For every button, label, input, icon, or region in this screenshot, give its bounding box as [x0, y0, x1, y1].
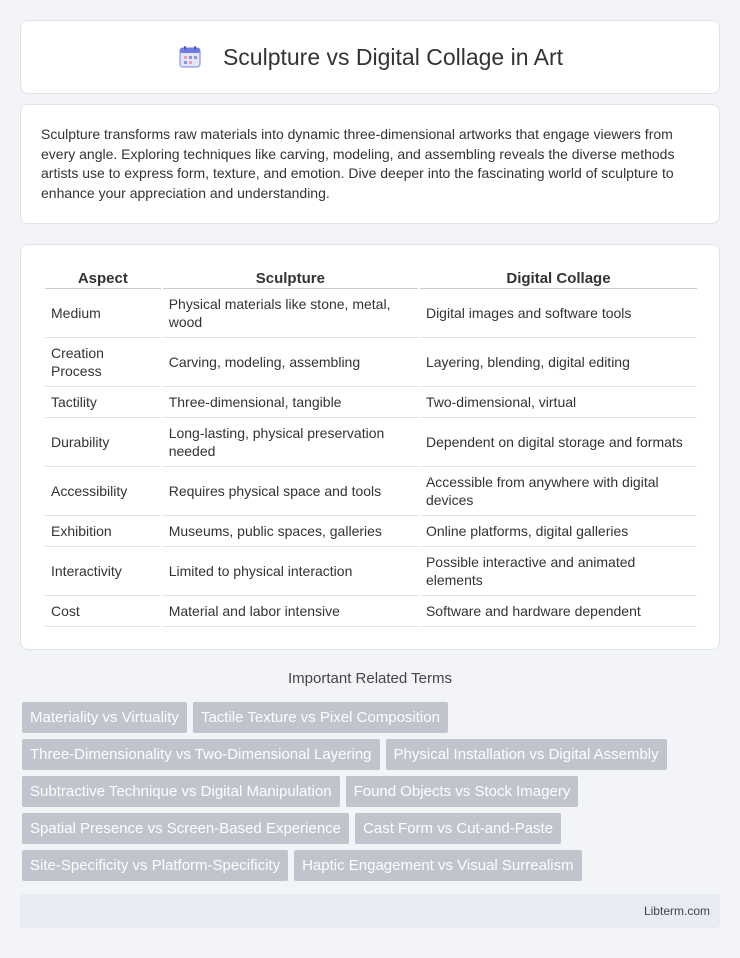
footer-link[interactable]: Libterm.com: [643, 904, 710, 918]
header-aspect: Aspect: [45, 267, 161, 289]
related-term-tag[interactable]: Site-Specificity vs Platform-Specificity: [22, 850, 288, 881]
table-cell: Accessible from anywhere with digital devices: [420, 467, 697, 516]
related-terms-title: Important Related Terms: [288, 670, 452, 687]
page-title: Sculpture vs Digital Collage in Art: [222, 43, 564, 70]
table-cell: Three-dimensional, tangible: [163, 387, 418, 418]
table-header-row: [45, 267, 697, 289]
table-cell: Two-dimensional, virtual: [420, 387, 697, 418]
comparison-table: [43, 267, 699, 627]
table-cell: Durability: [45, 418, 161, 467]
table-cell: Digital images and software tools: [420, 289, 697, 338]
table-cell: Creation Process: [45, 338, 161, 387]
header-sculpture: Sculpture: [163, 267, 418, 289]
table-row: [45, 467, 697, 516]
related-term-tag[interactable]: Materiality vs Virtuality: [22, 702, 187, 733]
related-term-tag[interactable]: Subtractive Technique vs Digital Manipulation: [22, 776, 340, 807]
table-row: [45, 418, 697, 467]
table-cell: Accessibility: [45, 467, 161, 516]
footer: [20, 894, 720, 928]
table-cell: Carving, modeling, assembling: [163, 338, 418, 387]
table-row: [45, 289, 697, 338]
table-cell: Dependent on digital storage and formats: [420, 418, 697, 467]
tag-row: [22, 739, 722, 770]
table-row: [45, 338, 697, 387]
table-cell: Long-lasting, physical preservation needed: [163, 418, 418, 467]
header-digital-collage: Digital Collage: [420, 267, 697, 289]
table-cell: Medium: [45, 289, 161, 338]
table-cell: Online platforms, digital galleries: [420, 516, 697, 547]
related-term-tag[interactable]: Found Objects vs Stock Imagery: [346, 776, 579, 807]
table-cell: Museums, public spaces, galleries: [163, 516, 418, 547]
table-cell: Material and labor intensive: [163, 596, 418, 627]
table-cell: Interactivity: [45, 547, 161, 596]
table-cell: Limited to physical interaction: [163, 547, 418, 596]
tag-row: [22, 813, 722, 844]
header-card: [20, 20, 720, 94]
table-cell: Physical materials like stone, metal, wood: [163, 289, 418, 338]
table-row: [45, 387, 697, 418]
tag-row: [22, 702, 722, 733]
tag-row: [22, 776, 722, 807]
calendar-icon: [177, 44, 203, 70]
related-term-tag[interactable]: Physical Installation vs Digital Assembly: [386, 739, 667, 770]
table-cell: Layering, blending, digital editing: [420, 338, 697, 387]
table-cell: Possible interactive and animated elements: [420, 547, 697, 596]
related-terms-list: [22, 702, 722, 887]
intro-text: Sculpture transforms raw materials into dynamic three-dimensional artworks that engage viewers from every angle. Exploring techniques like carving, modeling, and assembling reveals the diverse methods artists use to express form, texture, and emotion. Dive deeper into the fascinating world of sculpture to enhance your appreciation and understanding.: [41, 126, 675, 201]
related-term-tag[interactable]: Tactile Texture vs Pixel Composition: [193, 702, 448, 733]
related-term-tag[interactable]: Haptic Engagement vs Visual Surrealism: [294, 850, 582, 881]
related-term-tag[interactable]: Spatial Presence vs Screen-Based Experience: [22, 813, 349, 844]
intro-card: [20, 104, 720, 224]
table-row: [45, 547, 697, 596]
table-cell: Requires physical space and tools: [163, 467, 418, 516]
table-cell: Cost: [45, 596, 161, 627]
related-term-tag[interactable]: Cast Form vs Cut-and-Paste: [355, 813, 561, 844]
comparison-card: [20, 244, 720, 650]
table-cell: Software and hardware dependent: [420, 596, 697, 627]
related-term-tag[interactable]: Three-Dimensionality vs Two-Dimensional Layering: [22, 739, 380, 770]
table-cell: Tactility: [45, 387, 161, 418]
table-row: [45, 596, 697, 627]
tag-row: [22, 850, 722, 881]
table-row: [45, 516, 697, 547]
table-cell: Exhibition: [45, 516, 161, 547]
